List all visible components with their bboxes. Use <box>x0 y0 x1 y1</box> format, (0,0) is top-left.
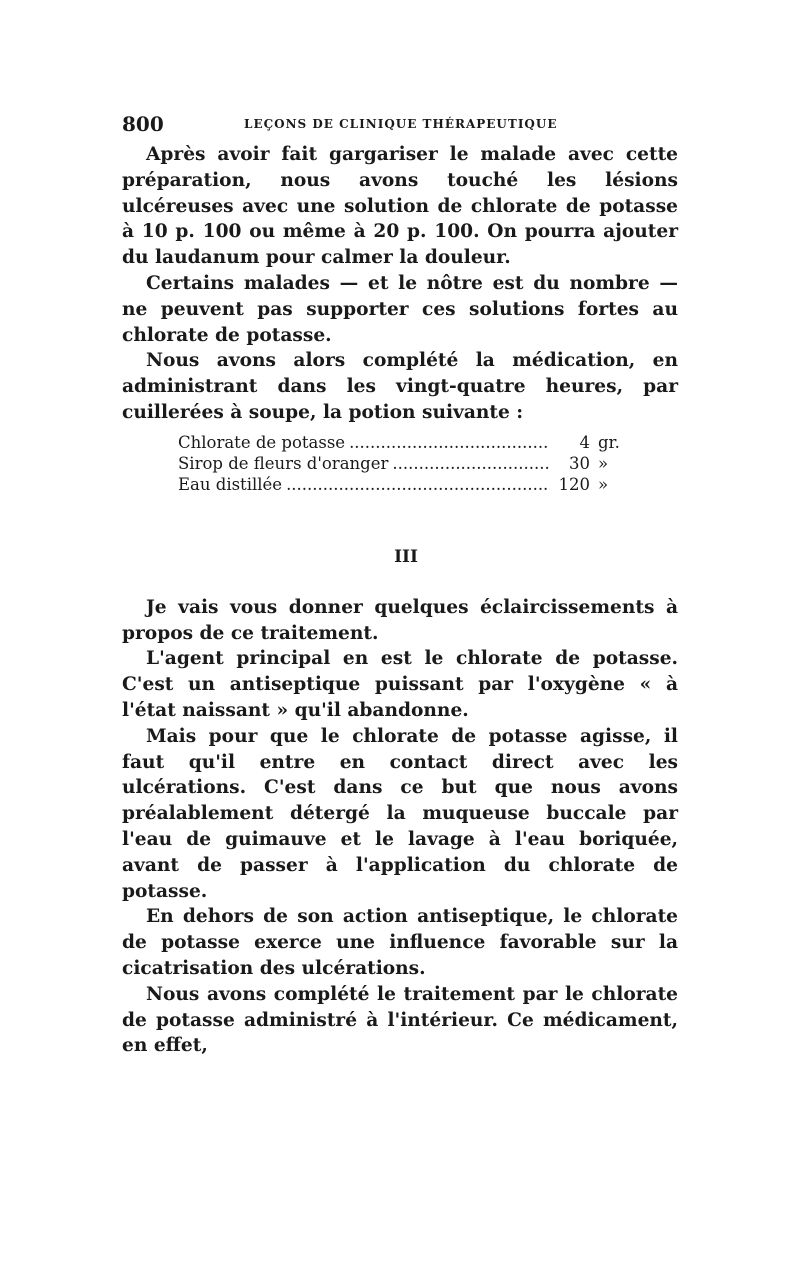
dot-leader <box>349 432 550 453</box>
paragraph-intolerance: Certains malades — et le nôtre est du nombre — ne peuvent pas supporter ces solutions fortes au chlorate de potasse. <box>122 272 678 346</box>
page-number: 800 <box>122 112 164 136</box>
paragraph-potion-intro: Nous avons alors complété la médication, en administrant dans les vingt-quatre heures, par cuillerées à soupe, la potion suivante : <box>122 350 678 423</box>
ingredient-quantity: 4 <box>579 432 590 452</box>
recipe-line <box>178 474 636 495</box>
paragraph-principal-agent: L'agent principal en est le chlorate de potasse. C'est un antiseptique puissant par l'oxygène « à l'état naissant » qu'il abandonne. <box>122 648 678 721</box>
potion-recipe <box>178 432 636 495</box>
ingredient-quantity: 120 <box>558 474 590 494</box>
ingredient-name: Sirop de fleurs d'oranger <box>178 453 389 473</box>
book-page <box>122 112 678 1059</box>
running-header <box>122 112 678 142</box>
paragraph-direct-contact: Mais pour que le chlorate de potasse agisse, il faut qu'il entre en contact direct avec les ulcérations. C'est dans ce but que nous avons préalablement détergé la muqueuse buccale par l'eau de guimauve et le lavage à l'eau boriquée, avant de passer à l'application du chlorate de potasse. <box>122 725 678 902</box>
recipe-line <box>178 432 636 453</box>
section-heading: III <box>394 546 418 567</box>
ingredient-name: Chlorate de potasse <box>178 432 346 452</box>
recipe-line <box>178 453 636 474</box>
paragraph-cicatrisation: En dehors de son action antiseptique, le chlorate de potasse exerce une influence favorable sur la cicatrisation des ulcérations. <box>122 906 678 979</box>
paragraph-gargarism: Après avoir fait gargariser le malade avec cette préparation, nous avons touché les lésions ulcéreuses avec une solution de chlorate de potasse à 10 p. 100 ou même à 20 p. 100. On pourra ajouter du laudanum pour calmer la douleur. <box>122 144 678 269</box>
ingredient-unit: gr. <box>598 432 620 452</box>
ingredient-unit: » <box>598 453 609 473</box>
ingredient-name: Eau distillée <box>178 474 283 494</box>
dot-leader <box>392 453 550 474</box>
running-title: LEÇONS DE CLINIQUE THÉRAPEUTIQUE <box>244 117 558 131</box>
paragraph-internal-treatment: Nous avons complété le traitement par le chlorate de potasse administré à l'intérieur. Ce médicament, en effet, <box>122 983 678 1057</box>
ingredient-unit: » <box>598 474 609 494</box>
dot-leader <box>286 474 550 495</box>
paragraph-clarifications: Je vais vous donner quelques éclaircissements à propos de ce traitement. <box>122 596 678 644</box>
ingredient-quantity: 30 <box>569 453 590 473</box>
